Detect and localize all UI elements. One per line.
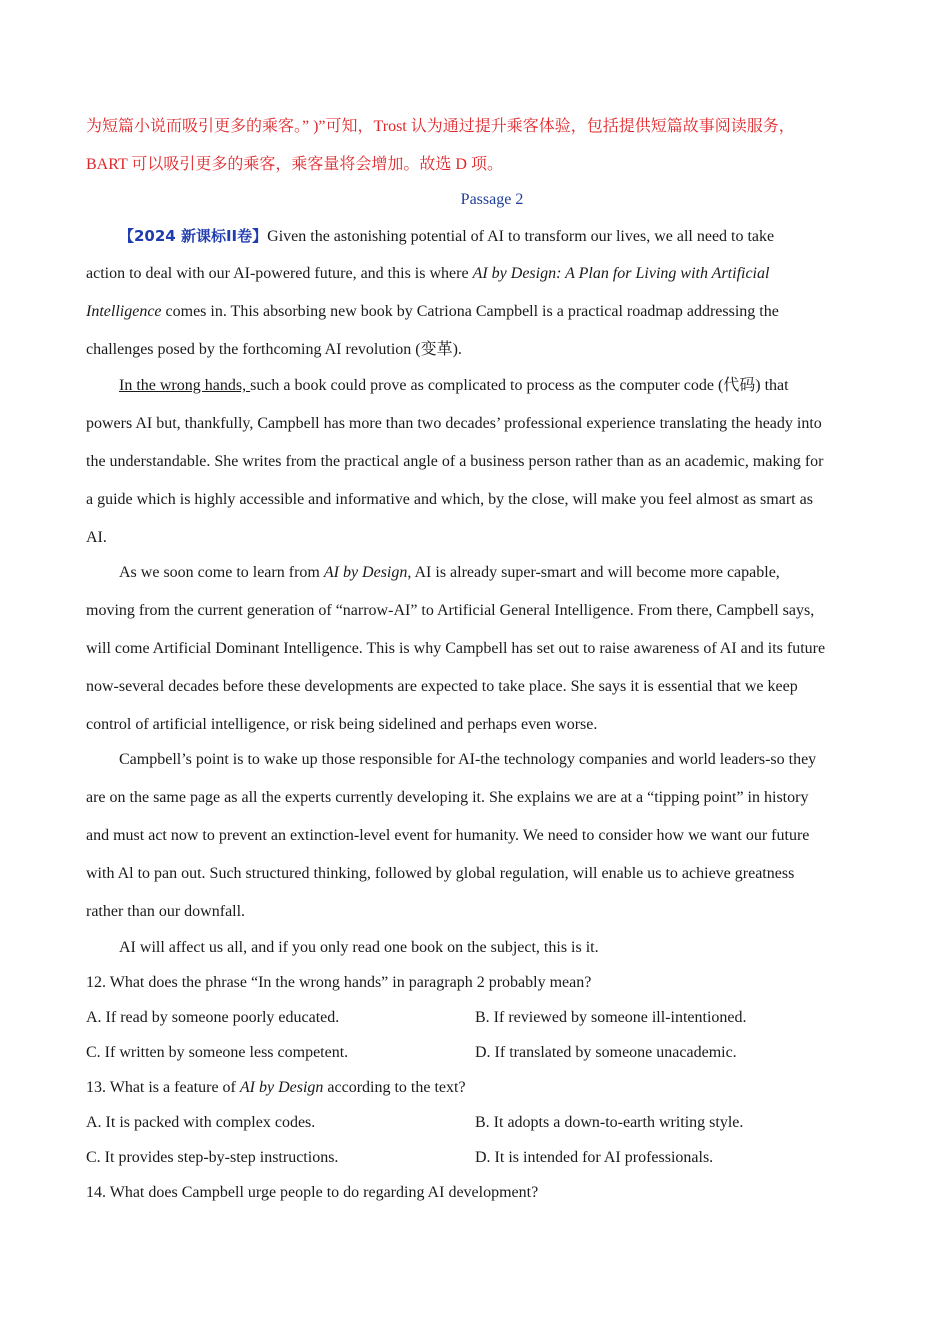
paragraph-1-text: comes in. This absorbing new book by Catriona Campbell is a practical roadmap addressing the [161, 303, 779, 320]
paragraph-1-line-1 [119, 226, 774, 247]
paragraph-4-line-1: Campbell’s point is to wake up those responsible for AI-the technology companies and world leaders-so they [119, 751, 817, 768]
question-12-option-a: A. If read by someone poorly educated. [86, 1009, 340, 1026]
paragraph-4-line-5: rather than our downfall. [86, 903, 246, 920]
source-tag: 【2024 新课标ⅠⅠ卷】 [119, 227, 268, 245]
paragraph-3-line-3: will come Artificial Dominant Intelligence. This is why Campbell has set out to raise awareness of AI and its future [86, 640, 826, 657]
paragraph-2-line-4: a guide which is highly accessible and informative and which, by the close, will make you feel almost as smart as [86, 491, 813, 508]
paragraph-1-text: Given the astonishing potential of AI to transform our lives, we all need to take [267, 228, 775, 245]
question-13-stem-text: according to the text? [323, 1079, 466, 1096]
paragraph-2-text: such a book could prove as complicated to process as the computer code (代码) that [250, 377, 789, 394]
book-title: AI by Design [323, 564, 408, 581]
question-13-option-c: C. It provides step-by-step instructions. [86, 1149, 339, 1166]
paragraph-3-line-4: now-several decades before these developments are expected to take place. She says it is essential that we keep [86, 678, 798, 695]
question-13-option-b: B. It adopts a down-to-earth writing style. [475, 1114, 744, 1131]
paragraph-4-line-3: and must act now to prevent an extinction-level event for humanity. We need to consider how we want our future [86, 827, 810, 844]
paragraph-2-line-2: powers AI but, thankfully, Campbell has more than two decades’ professional experience translating the heady into [86, 415, 822, 432]
paragraph-1-line-4: challenges posed by the forthcoming AI revolution (变革). [86, 341, 462, 358]
paragraph-1-line-3 [86, 302, 779, 322]
question-13-option-a: A. It is packed with complex codes. [86, 1114, 316, 1131]
question-12-option-b: B. If reviewed by someone ill-intentioned. [475, 1009, 747, 1026]
book-title: Intelligence [86, 303, 162, 320]
question-13-option-d: D. It is intended for AI professionals. [475, 1149, 714, 1166]
paragraph-4-line-2: are on the same page as all the experts currently developing it. She explains we are at a “tipping point” in history [86, 789, 809, 806]
paragraph-3-line-5: control of artificial intelligence, or risk being sidelined and perhaps even worse. [86, 716, 598, 733]
paragraph-3-text: , AI is already super-smart and will become more capable, [407, 564, 780, 581]
question-13-stem-text: 13. What is a feature of [86, 1079, 240, 1096]
paragraph-4-line-4: with Al to pan out. Such structured thinking, followed by global regulation, will enable us to achieve greatness [86, 865, 795, 882]
passage-title: Passage 2 [460, 191, 524, 208]
paragraph-1-line-2 [86, 264, 769, 284]
paragraph-2-line-3: the understandable. She writes from the practical angle of a business person rather than as an academic, making for [86, 453, 824, 470]
book-title: AI by Design [239, 1079, 324, 1096]
book-title: AI by Design: A Plan for Living with Artificial [472, 265, 770, 282]
paragraph-3-line-1 [119, 563, 780, 583]
question-12-option-d: D. If translated by someone unacademic. [475, 1044, 737, 1061]
answer-explanation-line-1: 为短篇小说而吸引更多的乘客。” )”可知，Trost 认为通过提升乘客体验，包括提供短篇故事阅读服务， [86, 118, 795, 135]
underlined-phrase: In the wrong hands, [119, 377, 251, 394]
paragraph-3-text: As we soon come to learn from [119, 564, 324, 581]
paragraph-3-line-2: moving from the current generation of “narrow-AI” to Artificial General Intelligence. From there, Campbell says, [86, 602, 815, 619]
question-12-stem: 12. What does the phrase “In the wrong hands” in paragraph 2 probably mean? [86, 974, 592, 991]
answer-explanation-line-2: BART 可以吸引更多的乘客，乘客量将会增加。故选 D 项。 [86, 156, 503, 173]
question-12-option-c: C. If written by someone less competent. [86, 1044, 349, 1061]
paragraph-2-line-1 [119, 376, 789, 396]
question-14-stem: 14. What does Campbell urge people to do regarding AI development? [86, 1184, 539, 1201]
question-13-stem [86, 1078, 466, 1098]
paragraph-1-text: action to deal with our AI-powered future, and this is where [86, 265, 473, 282]
paragraph-2-line-5: AI. [86, 529, 107, 546]
paragraph-5-line-1: AI will affect us all, and if you only read one book on the subject, this is it. [119, 939, 599, 956]
